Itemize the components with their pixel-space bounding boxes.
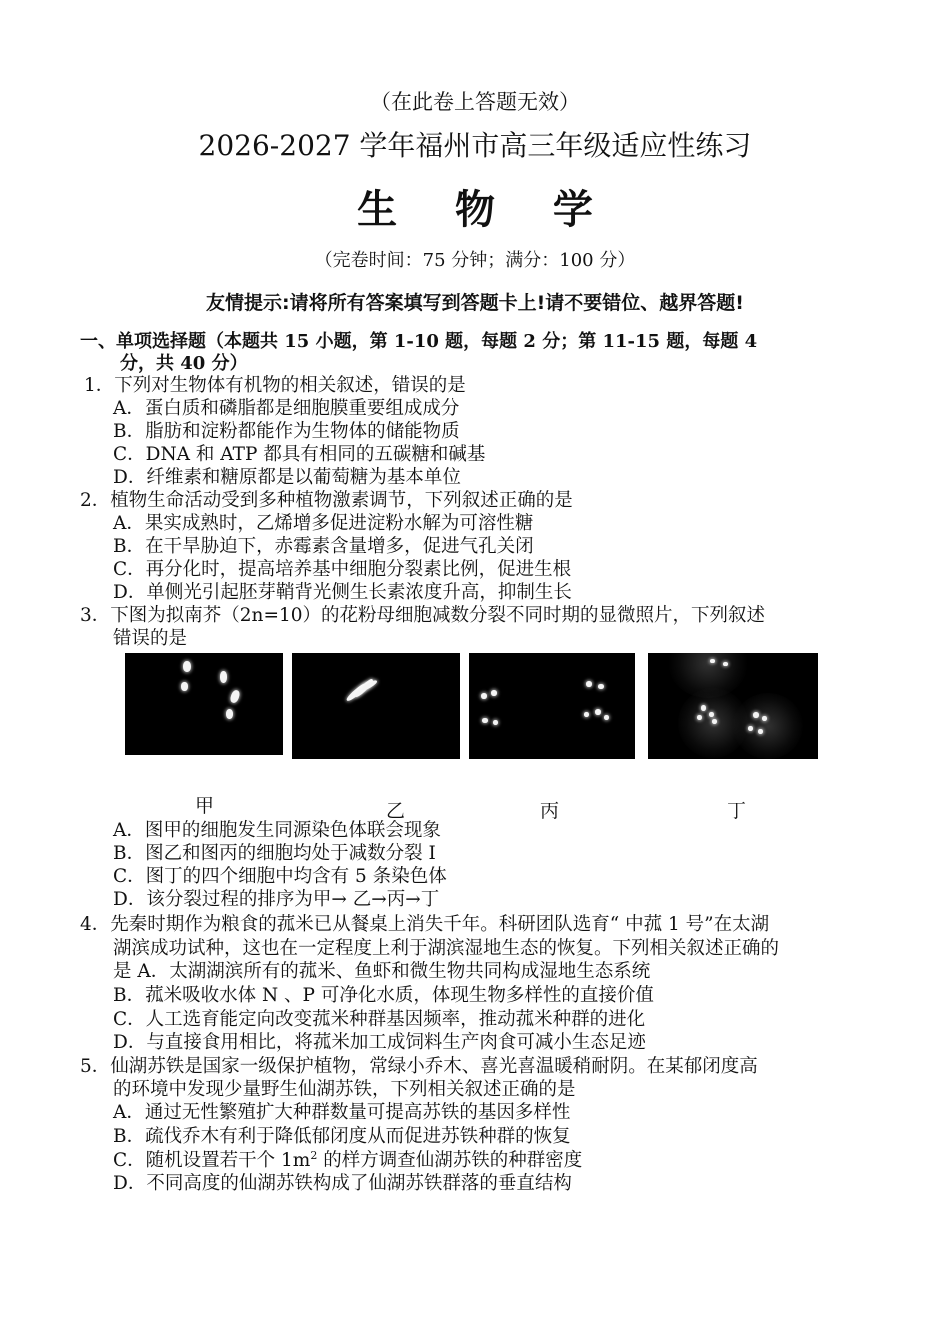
micrograph-yi [292, 653, 460, 759]
exam-title: 2026-2027 学年福州市高三年级适应性练习 [198, 129, 752, 162]
q5-option-c-post: 的样方调查仙湖苏铁的种群密度 [317, 1150, 583, 1171]
caption-yi: 乙 [386, 800, 406, 822]
q2-stem: 2．植物生命活动受到多种植物激素调节，下列叙述正确的是 [80, 490, 573, 511]
q1-option-a: A．蛋白质和磷脂都是细胞膜重要组成成分 [113, 398, 460, 419]
q3-stem-line2: 错误的是 [113, 628, 188, 649]
q4-option-c: C．人工选育能定向改变菰米种群基因频率，推动菰米种群的进化 [113, 1009, 646, 1030]
subject-title: 生 物 学 [357, 186, 615, 233]
q4-option-b: B．菰米吸收水体 N 、P 可净化水质，体现生物多样性的直接价值 [113, 985, 654, 1006]
q2-option-c: C．再分化时，提高培养基中细胞分裂素比例，促进生根 [113, 559, 572, 580]
q5-stem-line1: 5．仙湖苏铁是国家一级保护植物，常绿小乔木、喜光喜温暖稍耐阴。在某郁闭度高 [80, 1056, 758, 1077]
q5-option-c-sup: 2 [310, 1148, 318, 1162]
reminder-text: 友情提示:请将所有答案填写到答题卡上!请不要错位、越界答题! [206, 292, 744, 314]
q2-option-a: A．果实成熟时，乙烯增多促进淀粉水解为可溶性糖 [113, 513, 534, 534]
q5-stem-line2: 的环境中发现少量野生仙湖苏铁，下列相关叙述正确的是 [113, 1079, 576, 1100]
section-title-line2: 分，共 40 分） [120, 353, 248, 374]
caption-jia: 甲 [195, 795, 215, 817]
micrograph-jia [125, 653, 283, 755]
q1-stem: 1．下列对生物体有机物的相关叙述，错误的是 [84, 375, 466, 396]
q2-option-b: B．在干旱胁迫下，赤霉素含量增多，促进气孔关闭 [113, 536, 534, 557]
micrograph-ding [648, 653, 818, 759]
q5-option-d: D．不同高度的仙湖苏铁构成了仙湖苏铁群落的垂直结构 [113, 1173, 572, 1194]
q5-option-b: B．疏伐乔木有利于降低郁闭度从而促进苏铁种群的恢复 [113, 1126, 571, 1147]
q5-option-c [113, 1149, 582, 1172]
section-title-line1: 一、单项选择题（本题共 15 小题，第 1-10 题，每题 2 分；第 11-15 题，每题 4 [80, 331, 758, 352]
q4-stem-line3: 是 A．太湖湖滨所有的菰米、鱼虾和微生物共同构成湿地生态系统 [113, 961, 651, 982]
notice-text: （在此卷上答题无效） [370, 90, 580, 114]
q1-option-c: C．DNA 和 ATP 都具有相同的五碳糖和碱基 [113, 444, 486, 465]
q5-option-c-pre: C．随机设置若干个 1m [113, 1150, 311, 1171]
q1-option-b: B．脂肪和淀粉都能作为生物体的储能物质 [113, 421, 460, 442]
q4-stem-line1: 4．先秦时期作为粮食的菰米已从餐桌上消失千年。科研团队选育“ 中菰 1 号”在太湖 [80, 914, 770, 935]
caption-bing: 丙 [540, 800, 560, 822]
q3-option-c: C．图丁的四个细胞中均含有 5 条染色体 [113, 866, 447, 887]
q1-option-d: D．纤维素和糖原都是以葡萄糖为基本单位 [113, 467, 461, 488]
q4-option-d: D．与直接食用相比，将菰米加工成饲料生产肉食可减小生态足迹 [113, 1032, 646, 1053]
micrograph-bing [469, 653, 635, 759]
q3-stem-line1: 3．下图为拟南芥（2n=10）的花粉母细胞减数分裂不同时期的显微照片，下列叙述 [80, 605, 765, 626]
time-info: （完卷时间：75 分钟；满分：100 分） [314, 250, 636, 271]
q3-option-b: B．图乙和图丙的细胞均处于减数分裂 I [113, 843, 436, 864]
caption-ding: 丁 [727, 800, 747, 822]
q3-option-a: A．图甲的细胞发生同源染色体联会现象 [113, 820, 441, 841]
q5-option-a: A．通过无性繁殖扩大种群数量可提高苏铁的基因多样性 [113, 1102, 571, 1123]
q3-option-d: D．该分裂过程的排序为甲→ 乙→丙→丁 [113, 889, 440, 910]
q2-option-d: D．单侧光引起胚芽鞘背光侧生长素浓度升高，抑制生长 [113, 582, 572, 603]
q4-stem-line2: 湖滨成功试种，这也在一定程度上利于湖滨湿地生态的恢复。下列相关叙述正确的 [113, 938, 780, 959]
